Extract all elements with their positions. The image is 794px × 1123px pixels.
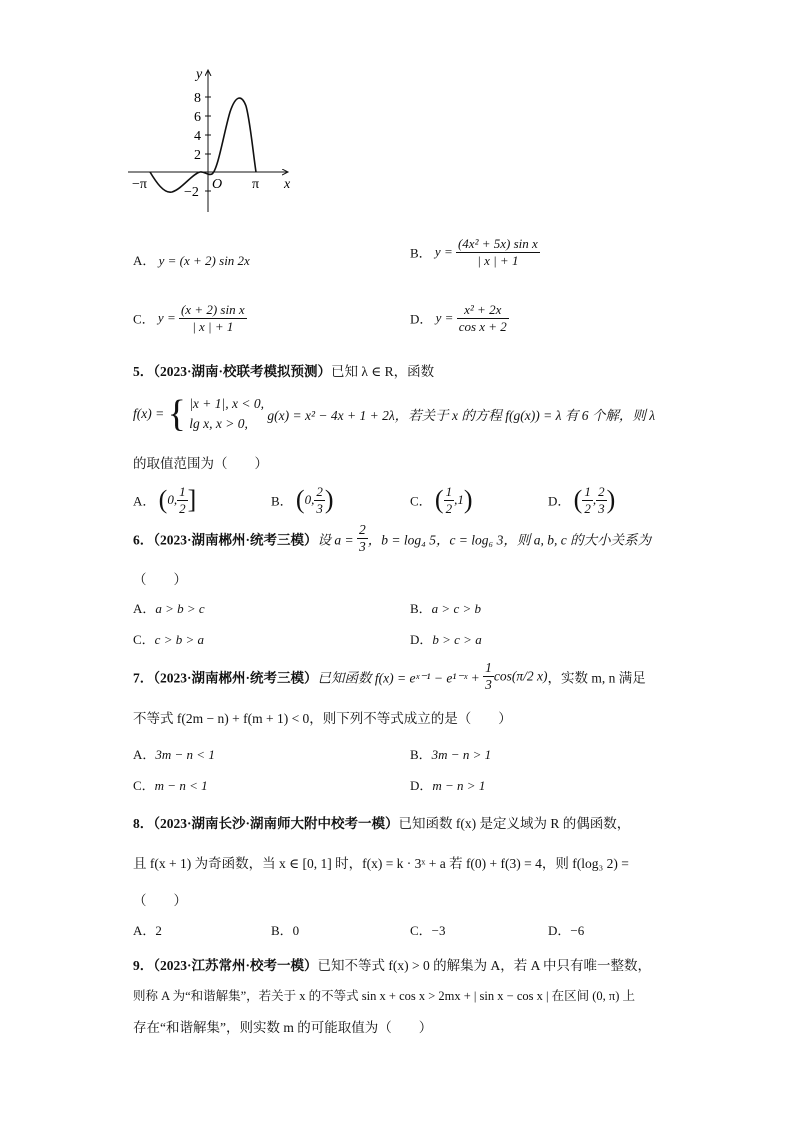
y-tick-neg2: −2 [184, 185, 199, 200]
q6-a-fraction: $\frac{2}{3}$ [359, 522, 366, 555]
graph-curve [150, 98, 256, 192]
x-tick-neg-pi: −π [132, 177, 147, 192]
function-graph [128, 62, 298, 227]
q7-stem-line1: 7．（2023·湖南郴州·统考三模）已知函数 f(x) = eˣ⁻¹ − e¹⁻ˣ + $\frac{1}{3}$ cos(π/2 x)，实数 m, n 满足 [133, 660, 646, 693]
q5-stem-line3: 的取值范围为（ ） [133, 456, 268, 471]
x-axis-label: x [284, 177, 291, 192]
q7-option-a[interactable]: A．3m − n < 1 [133, 747, 215, 762]
q6-option-a[interactable]: A．a > b > c [133, 601, 205, 616]
q5-option-a[interactable]: A． (0, $\frac{1}{2}$ ] [133, 484, 197, 516]
y-tick-4: 4 [194, 129, 201, 144]
q7-option-c[interactable]: C．m − n < 1 [133, 778, 208, 793]
q6-option-b[interactable]: B．a > c > b [410, 601, 481, 616]
y-tick-6: 6 [194, 110, 201, 125]
q4-b-fraction: $\frac{\text{(4x² + 5x) sin x}}{| x | + 1}$ [457, 236, 538, 268]
q7-stem-line2: 不等式 f(2m − n) + f(m + 1) < 0，则下列不等式成立的是（ ） [133, 711, 512, 726]
x-tick-pi: π [252, 177, 260, 192]
q8-option-c[interactable]: C．−3 [410, 923, 446, 938]
q4-d-fraction: $\frac{\text{x² + 2x}}{\text{cos x + 2}}$ [458, 302, 507, 334]
q7-option-b[interactable]: B．3m − n > 1 [410, 747, 492, 762]
q9-stem-line2: 则称 A 为“和谐解集”，若关于 x 的不等式 sin x + cos x > 2mx + | sin x − cos x | 在区间 (0, π) 上 [133, 989, 635, 1003]
q4-c-fraction: $\frac{\text{(x + 2) sin x}}{| x | + 1}$ [180, 302, 245, 334]
q9-stem-line3: 存在“和谐解集”，则实数 m 的可能取值为（ ） [133, 1020, 433, 1035]
origin-label: O [212, 177, 223, 192]
q8-option-b[interactable]: B．0 [271, 923, 300, 938]
q5-option-d[interactable]: D． ( $\frac{1}{2}$ , $\frac{2}{3}$ ) [548, 484, 616, 516]
q6-option-c[interactable]: C．c > b > a [133, 632, 204, 647]
q7-option-d[interactable]: D．m − n > 1 [410, 778, 486, 793]
q4-option-a[interactable]: A． y = (x + 2) sin 2x [133, 253, 250, 268]
q8-stem-line2: 且 f(x + 1) 为奇函数，当 x ∈ [0, 1] 时，f(x) = k · 3ˣ + a 若 f(0) + f(3) = 4，则 f(log₃ 2) = [133, 856, 629, 871]
q5-option-c[interactable]: C． ( $\frac{1}{2}$ ,1) [410, 484, 473, 516]
q4-option-b[interactable]: B． y = $\frac{\text{(4x² + 5x) sin x}}{| x | + 1}$ [410, 236, 538, 268]
q8-option-d[interactable]: D．−6 [548, 923, 585, 938]
q5-option-b[interactable]: B． (0, $\frac{2}{3}$ ) [271, 484, 334, 516]
q6-option-d[interactable]: D．b > c > a [410, 632, 482, 647]
q4-option-c[interactable]: C． y = $\frac{\text{(x + 2) sin x}}{| x | + 1}$ [133, 302, 245, 334]
q5-stem-line1: 5．（2023·湖南·校联考模拟预测）已知 λ ∈ R，函数 [133, 364, 435, 379]
q5-piecewise: |x + 1|, x < 0, lg x, x > 0, [189, 396, 264, 431]
q6-stem: 6．（2023·湖南郴州·统考三模）设 a = $\frac{2}{3}$ ，b = log₄ 5，c = log₆ 3，则 a, b, c 的大小关系为 [133, 522, 652, 555]
q8-option-a[interactable]: A．2 [133, 923, 162, 938]
q5-stem-line2: f(x) = { |x + 1|, x < 0, lg x, x > 0, g(x) = x² − 4x + 1 + 2λ，若关于 x 的方程 f(g(x)) = λ 有 6 个解，则 λ [133, 393, 656, 435]
y-axis-label: y [196, 67, 203, 82]
q4-option-d[interactable]: D． y = $\frac{\text{x² + 2x}}{\text{cos x + 2}}$ [410, 302, 507, 334]
q6-paren: （ ） [133, 572, 187, 587]
y-tick-2: 2 [194, 148, 201, 163]
q8-stem-line1: 8．（2023·湖南长沙·湖南师大附中校考一模）已知函数 f(x) 是定义域为 R 的偶函数， [133, 816, 631, 831]
y-tick-8: 8 [194, 91, 201, 106]
q9-stem-line1: 9．（2023·江苏常州·校考一模）已知不等式 f(x) > 0 的解集为 A，若 A 中只有唯一整数， [133, 958, 651, 973]
q8-paren: （ ） [133, 893, 187, 908]
